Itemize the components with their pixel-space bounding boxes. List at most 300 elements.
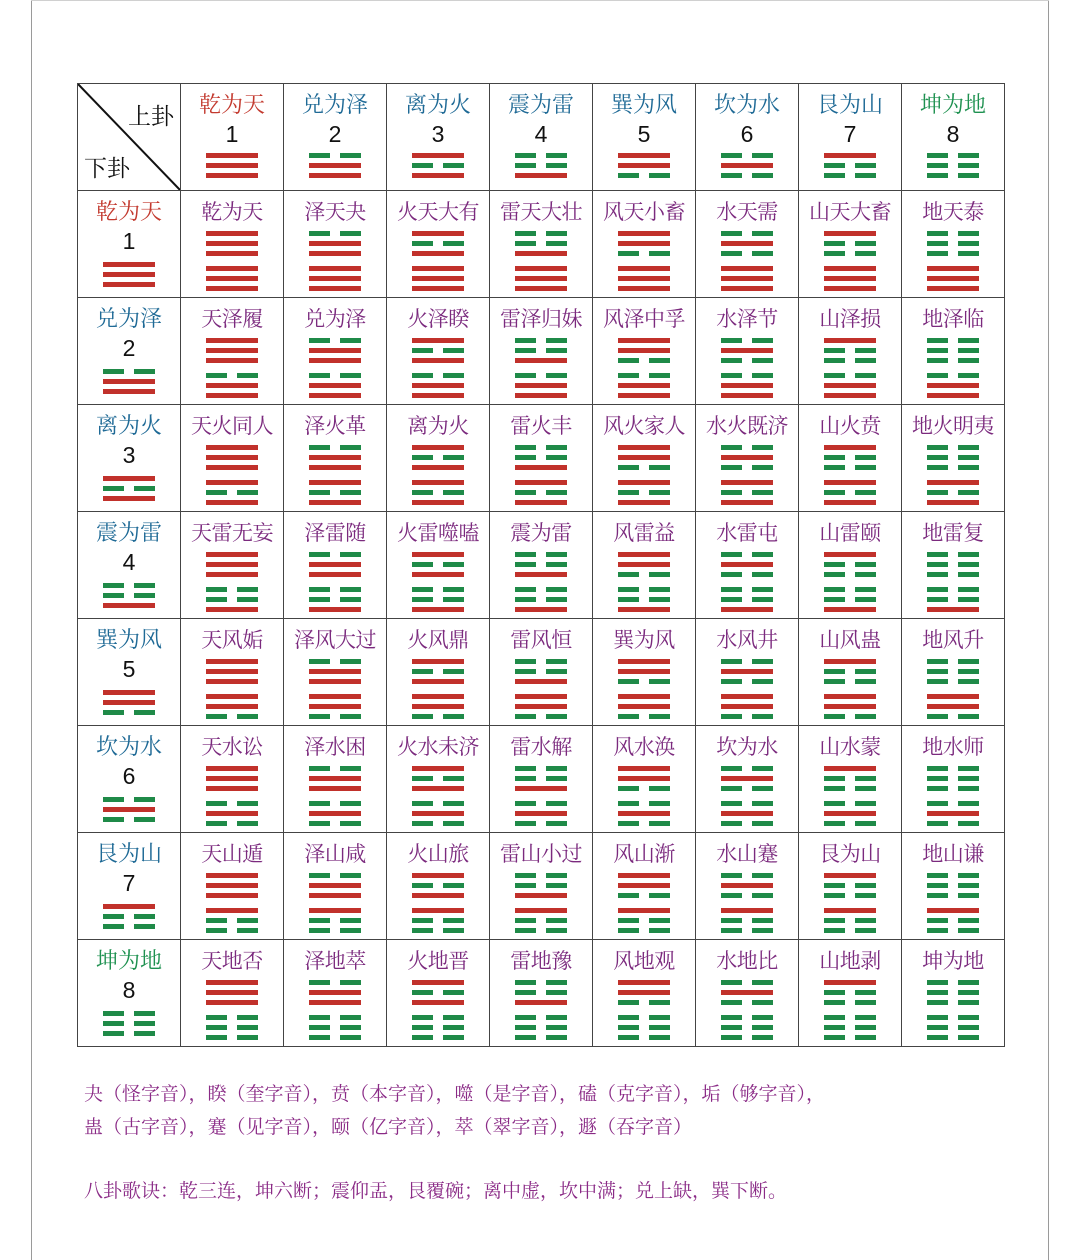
- yang-line-icon: [927, 908, 979, 913]
- yin-line-icon: [309, 714, 361, 719]
- yin-line-icon: [618, 928, 670, 933]
- yang-line-icon: [824, 393, 876, 398]
- yang-line-icon: [618, 766, 670, 771]
- trigram-name: 巽为风: [95, 628, 162, 653]
- yin-line-icon: [721, 801, 773, 806]
- hexagram-cell: [593, 191, 696, 298]
- yin-line-icon: [824, 801, 876, 806]
- hexagram-name: 雷山小过: [500, 842, 582, 866]
- yin-line-icon: [927, 918, 979, 923]
- yang-line-icon: [618, 669, 670, 674]
- hexagram-cell: [902, 405, 1005, 512]
- yang-line-icon: [618, 811, 670, 816]
- yin-line-icon: [721, 173, 773, 178]
- trigram-number: 4: [534, 121, 548, 147]
- yin-line-icon: [412, 669, 464, 674]
- yang-line-icon: [618, 266, 670, 271]
- yin-line-icon: [103, 924, 155, 929]
- col-header: [490, 84, 593, 191]
- yin-line-icon: [721, 597, 773, 602]
- yin-line-icon: [824, 587, 876, 592]
- yang-line-icon: [412, 811, 464, 816]
- yang-line-icon: [824, 766, 876, 771]
- trigram-lines: [618, 659, 670, 724]
- yang-line-icon: [206, 173, 258, 178]
- trigram-number: 3: [431, 121, 445, 147]
- yang-line-icon: [824, 980, 876, 985]
- yang-line-icon: [721, 163, 773, 168]
- yang-line-icon: [927, 500, 979, 505]
- yang-line-icon: [515, 704, 567, 709]
- hexagram-cell: [696, 191, 799, 298]
- hexagram-name: 火泽睽: [407, 307, 469, 331]
- yin-line-icon: [824, 821, 876, 826]
- yin-line-icon: [515, 490, 567, 495]
- trigram-name: 艮为山: [95, 842, 162, 867]
- yin-line-icon: [618, 893, 670, 898]
- trigram-lines: [412, 873, 464, 938]
- hexagram-cell: [799, 512, 902, 619]
- yang-line-icon: [309, 286, 361, 291]
- yang-line-icon: [309, 990, 361, 995]
- col-header: [799, 84, 902, 191]
- yin-line-icon: [721, 251, 773, 256]
- yin-line-icon: [412, 801, 464, 806]
- row-header: [78, 833, 181, 940]
- yin-line-icon: [927, 873, 979, 878]
- yin-line-icon: [412, 490, 464, 495]
- hexagram-cell: [799, 940, 902, 1047]
- yin-line-icon: [721, 980, 773, 985]
- yang-line-icon: [927, 383, 979, 388]
- yin-line-icon: [824, 490, 876, 495]
- yin-line-icon: [927, 445, 979, 450]
- trigram-lines: [824, 766, 876, 831]
- yin-line-icon: [824, 883, 876, 888]
- yang-line-icon: [824, 383, 876, 388]
- yin-line-icon: [412, 1015, 464, 1020]
- yin-line-icon: [618, 801, 670, 806]
- yang-line-icon: [618, 163, 670, 168]
- yang-line-icon: [618, 445, 670, 450]
- row-header: [78, 619, 181, 726]
- trigram-lines: [927, 766, 979, 831]
- hexagram-cell: [696, 940, 799, 1047]
- yin-line-icon: [824, 465, 876, 470]
- yin-line-icon: [515, 766, 567, 771]
- trigram-lines: [721, 153, 773, 183]
- yin-line-icon: [721, 338, 773, 343]
- yang-line-icon: [824, 694, 876, 699]
- yang-line-icon: [309, 266, 361, 271]
- yang-line-icon: [206, 694, 258, 699]
- trigram-lines: [721, 980, 773, 1045]
- hexagram-name: 火地晋: [407, 949, 469, 973]
- yang-line-icon: [721, 276, 773, 281]
- trigram-lines: [618, 873, 670, 938]
- row-header: [78, 405, 181, 512]
- yin-line-icon: [309, 338, 361, 343]
- yang-line-icon: [618, 231, 670, 236]
- yin-line-icon: [927, 572, 979, 577]
- hexagram-cell: [490, 940, 593, 1047]
- yang-line-icon: [824, 231, 876, 236]
- yin-line-icon: [618, 714, 670, 719]
- yin-line-icon: [515, 373, 567, 378]
- page-border-top: [31, 0, 1049, 1]
- table-row: [78, 405, 1005, 512]
- yin-line-icon: [515, 455, 567, 460]
- hexagram-cell: [696, 833, 799, 940]
- yang-line-icon: [412, 1000, 464, 1005]
- trigram-lines: [927, 231, 979, 296]
- yang-line-icon: [309, 883, 361, 888]
- yin-line-icon: [618, 587, 670, 592]
- yin-line-icon: [309, 980, 361, 985]
- yin-line-icon: [103, 1021, 155, 1026]
- hexagram-cell: [181, 405, 284, 512]
- trigram-number: 4: [122, 549, 136, 575]
- yang-line-icon: [618, 990, 670, 995]
- yin-line-icon: [927, 490, 979, 495]
- trigram-name: 离为火: [404, 93, 471, 118]
- hexagram-cell: [696, 405, 799, 512]
- yang-line-icon: [206, 241, 258, 246]
- trigram-lines: [515, 873, 567, 938]
- hexagram-name: 天雷无妄: [191, 521, 273, 545]
- yin-line-icon: [824, 893, 876, 898]
- yin-line-icon: [824, 990, 876, 995]
- hexagram-cell: [696, 298, 799, 405]
- trigram-lines: [721, 552, 773, 617]
- yin-line-icon: [721, 714, 773, 719]
- yin-line-icon: [927, 348, 979, 353]
- note-line-1: 夬（怪字音），睽（奎字音），贲（本字音），噬（是字音），磕（克字音），垢（够字音），: [84, 1083, 826, 1105]
- yin-line-icon: [721, 766, 773, 771]
- yang-line-icon: [206, 980, 258, 985]
- yin-line-icon: [412, 348, 464, 353]
- yin-line-icon: [515, 883, 567, 888]
- trigram-lines: [824, 659, 876, 724]
- yang-line-icon: [618, 607, 670, 612]
- yang-line-icon: [515, 173, 567, 178]
- yang-line-icon: [618, 241, 670, 246]
- trigram-lines: [206, 766, 258, 831]
- yin-line-icon: [824, 241, 876, 246]
- yang-line-icon: [515, 500, 567, 505]
- yang-line-icon: [721, 776, 773, 781]
- hexagram-cell: [799, 726, 902, 833]
- yang-line-icon: [309, 241, 361, 246]
- trigram-lines: [515, 659, 567, 724]
- trigram-lines: [824, 153, 876, 183]
- trigram-lines: [515, 980, 567, 1045]
- trigram-lines: [927, 873, 979, 938]
- yang-line-icon: [927, 704, 979, 709]
- yin-line-icon: [515, 1025, 567, 1030]
- yin-line-icon: [721, 552, 773, 557]
- yin-line-icon: [721, 786, 773, 791]
- trigram-name: 乾为天: [198, 93, 265, 118]
- trigram-lines: [103, 1011, 155, 1041]
- yin-line-icon: [927, 786, 979, 791]
- yin-line-icon: [515, 348, 567, 353]
- trigram-lines: [412, 153, 464, 183]
- yang-line-icon: [412, 393, 464, 398]
- yin-line-icon: [412, 714, 464, 719]
- yin-line-icon: [824, 348, 876, 353]
- hexagram-name: 火天大有: [397, 200, 479, 224]
- row-header: [78, 726, 181, 833]
- trigram-lines: [927, 338, 979, 403]
- yin-line-icon: [412, 821, 464, 826]
- yang-line-icon: [309, 383, 361, 388]
- yin-line-icon: [927, 928, 979, 933]
- hexagram-name: 天风姤: [201, 628, 263, 652]
- yin-line-icon: [824, 358, 876, 363]
- yang-line-icon: [206, 1000, 258, 1005]
- yin-line-icon: [721, 153, 773, 158]
- hexagram-name: 水风井: [716, 628, 778, 652]
- trigram-lines: [824, 552, 876, 617]
- yin-line-icon: [721, 587, 773, 592]
- yin-line-icon: [515, 231, 567, 236]
- yang-line-icon: [309, 572, 361, 577]
- yang-line-icon: [103, 904, 155, 909]
- yang-line-icon: [824, 338, 876, 343]
- yin-line-icon: [412, 163, 464, 168]
- hexagram-name: 水火既济: [706, 414, 788, 438]
- yin-line-icon: [927, 801, 979, 806]
- trigram-lines: [309, 980, 361, 1045]
- yin-line-icon: [618, 597, 670, 602]
- yin-line-icon: [103, 486, 155, 491]
- yang-line-icon: [206, 358, 258, 363]
- yang-line-icon: [927, 607, 979, 612]
- yang-line-icon: [206, 266, 258, 271]
- yin-line-icon: [618, 918, 670, 923]
- yin-line-icon: [515, 163, 567, 168]
- yang-line-icon: [721, 694, 773, 699]
- yin-line-icon: [103, 593, 155, 598]
- yang-line-icon: [618, 694, 670, 699]
- yin-line-icon: [721, 1025, 773, 1030]
- yin-line-icon: [721, 679, 773, 684]
- hexagram-name: 山天大畜: [809, 200, 891, 224]
- hexagram-cell: [902, 512, 1005, 619]
- yang-line-icon: [824, 153, 876, 158]
- trigram-lines: [515, 552, 567, 617]
- yang-line-icon: [412, 893, 464, 898]
- yin-line-icon: [927, 990, 979, 995]
- yin-line-icon: [309, 587, 361, 592]
- trigram-lines: [824, 445, 876, 510]
- hexagram-name: 坤为地: [922, 949, 984, 973]
- hexagram-cell: [696, 512, 799, 619]
- yin-line-icon: [309, 373, 361, 378]
- yang-line-icon: [309, 704, 361, 709]
- yin-line-icon: [309, 928, 361, 933]
- hexagram-cell: [284, 833, 387, 940]
- yang-line-icon: [309, 455, 361, 460]
- hexagram-name: 天火同人: [191, 414, 273, 438]
- trigram-lines: [618, 445, 670, 510]
- yang-line-icon: [721, 607, 773, 612]
- yin-line-icon: [618, 821, 670, 826]
- table-body: [78, 191, 1005, 1047]
- hexagram-cell: [902, 726, 1005, 833]
- yang-line-icon: [412, 694, 464, 699]
- yin-line-icon: [103, 817, 155, 822]
- yang-line-icon: [309, 669, 361, 674]
- yin-line-icon: [824, 597, 876, 602]
- hexagram-name: 水泽节: [716, 307, 778, 331]
- yang-line-icon: [309, 251, 361, 256]
- hexagram-name: 地天泰: [922, 200, 984, 224]
- trigram-lines: [309, 338, 361, 403]
- yang-line-icon: [309, 562, 361, 567]
- hexagram-cell: [387, 726, 490, 833]
- yin-line-icon: [515, 445, 567, 450]
- yin-line-icon: [309, 597, 361, 602]
- yang-line-icon: [824, 659, 876, 664]
- yang-line-icon: [309, 358, 361, 363]
- yang-line-icon: [309, 173, 361, 178]
- trigram-lines: [721, 445, 773, 510]
- hexagram-cell: [490, 298, 593, 405]
- hexagram-cell: [284, 512, 387, 619]
- yang-line-icon: [206, 766, 258, 771]
- yang-line-icon: [206, 286, 258, 291]
- yang-line-icon: [721, 883, 773, 888]
- hexagram-cell: [490, 726, 593, 833]
- yang-line-icon: [206, 990, 258, 995]
- yang-line-icon: [309, 679, 361, 684]
- yang-line-icon: [618, 704, 670, 709]
- yang-line-icon: [412, 153, 464, 158]
- yin-line-icon: [412, 587, 464, 592]
- hexagram-name: 泽雷随: [304, 521, 366, 545]
- yin-line-icon: [412, 990, 464, 995]
- trigram-lines: [309, 659, 361, 724]
- hexagram-name: 风天小畜: [603, 200, 685, 224]
- trigram-lines: [103, 369, 155, 399]
- col-header: [902, 84, 1005, 191]
- yang-line-icon: [206, 393, 258, 398]
- yang-line-icon: [309, 163, 361, 168]
- yang-line-icon: [103, 496, 155, 501]
- hexagram-cell: [387, 940, 490, 1047]
- yang-line-icon: [618, 908, 670, 913]
- yang-line-icon: [206, 445, 258, 450]
- hexagram-name: 泽水困: [304, 735, 366, 759]
- yang-line-icon: [206, 873, 258, 878]
- yang-line-icon: [206, 572, 258, 577]
- yang-line-icon: [618, 286, 670, 291]
- yin-line-icon: [927, 358, 979, 363]
- yin-line-icon: [927, 980, 979, 985]
- yin-line-icon: [515, 776, 567, 781]
- col-header: [696, 84, 799, 191]
- yang-line-icon: [103, 262, 155, 267]
- trigram-lines: [103, 904, 155, 934]
- yang-line-icon: [309, 465, 361, 470]
- trigram-lines: [824, 231, 876, 296]
- yin-line-icon: [721, 918, 773, 923]
- yin-line-icon: [412, 1025, 464, 1030]
- trigram-lines: [412, 980, 464, 1045]
- yang-line-icon: [515, 266, 567, 271]
- trigram-lines: [206, 153, 258, 183]
- col-header: [181, 84, 284, 191]
- hexagram-cell: [593, 512, 696, 619]
- trigram-number: 5: [122, 656, 136, 682]
- yang-line-icon: [412, 358, 464, 363]
- yin-line-icon: [721, 1000, 773, 1005]
- trigram-lines: [927, 552, 979, 617]
- yin-line-icon: [515, 714, 567, 719]
- hexagram-cell: [490, 833, 593, 940]
- yang-line-icon: [515, 358, 567, 363]
- yin-line-icon: [309, 659, 361, 664]
- yang-line-icon: [206, 383, 258, 388]
- yin-line-icon: [927, 1025, 979, 1030]
- hexagram-cell: [799, 619, 902, 726]
- hexagram-name: 泽地萃: [304, 949, 366, 973]
- yang-line-icon: [309, 786, 361, 791]
- trigram-name: 震为雷: [507, 93, 574, 118]
- trigram-lines: [927, 153, 979, 183]
- yin-line-icon: [721, 821, 773, 826]
- yin-line-icon: [515, 821, 567, 826]
- yin-line-icon: [824, 455, 876, 460]
- yin-line-icon: [927, 153, 979, 158]
- hexagram-cell: [387, 298, 490, 405]
- hexagram-cell: [490, 512, 593, 619]
- yin-line-icon: [721, 231, 773, 236]
- yang-line-icon: [206, 562, 258, 567]
- yang-line-icon: [721, 480, 773, 485]
- yang-line-icon: [515, 393, 567, 398]
- yang-line-icon: [412, 659, 464, 664]
- yang-line-icon: [824, 607, 876, 612]
- yin-line-icon: [618, 373, 670, 378]
- hexagram-cell: [490, 405, 593, 512]
- yin-line-icon: [206, 587, 258, 592]
- trigram-lines: [515, 766, 567, 831]
- yang-line-icon: [206, 480, 258, 485]
- trigram-lines: [103, 262, 155, 292]
- yang-line-icon: [412, 480, 464, 485]
- yin-line-icon: [824, 373, 876, 378]
- yin-line-icon: [206, 714, 258, 719]
- hexagram-name: 泽风大过: [294, 628, 376, 652]
- yang-line-icon: [412, 251, 464, 256]
- yang-line-icon: [206, 153, 258, 158]
- yin-line-icon: [515, 990, 567, 995]
- yin-line-icon: [618, 251, 670, 256]
- table-row: [78, 619, 1005, 726]
- yang-line-icon: [824, 276, 876, 281]
- yin-line-icon: [824, 786, 876, 791]
- hexagram-cell: [284, 191, 387, 298]
- yin-line-icon: [927, 659, 979, 664]
- hexagram-name: 地水师: [922, 735, 984, 759]
- yin-line-icon: [927, 562, 979, 567]
- yin-line-icon: [927, 173, 979, 178]
- yin-line-icon: [309, 445, 361, 450]
- yin-line-icon: [721, 373, 773, 378]
